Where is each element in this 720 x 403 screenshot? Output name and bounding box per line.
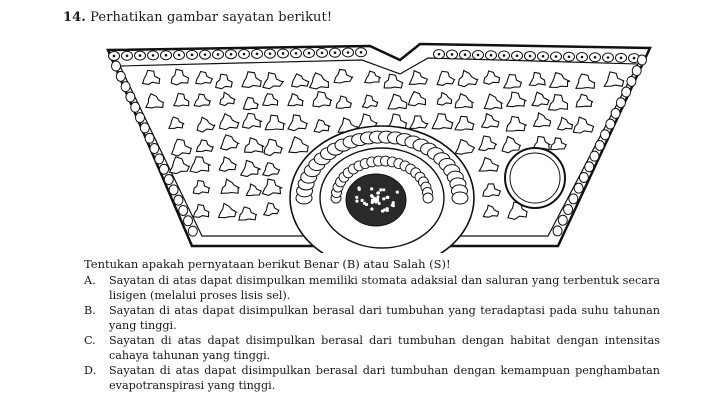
cavity (505, 148, 565, 208)
option-c (84, 333, 660, 363)
question-number: 14. (63, 10, 86, 25)
instruction-text: Tentukan apakah pernyataan berikut Benar (B) atau Salah (S)! (84, 257, 451, 271)
option-b (84, 303, 660, 333)
option-text: Sayatan di atas dapat disimpulkan berasal dari tumbuhan dengan kemampuan penghambatan evapotranspirasi yang tinggi. (109, 364, 660, 392)
option-letter: B. (84, 304, 96, 317)
option-letter: A. (84, 274, 96, 287)
option-text: Sayatan di atas dapat disimpulkan berasal dari tumbuhan yang teradaptasi pada suhu tahunan yang tinggi. (109, 304, 660, 332)
leaf-cross-section-figure (100, 38, 660, 253)
option-d (84, 363, 660, 393)
question-prompt: Perhatikan gambar sayatan berikut! (90, 10, 333, 25)
option-a (84, 273, 660, 303)
options-list (84, 273, 660, 393)
question-title (63, 10, 332, 25)
option-text: Sayatan di atas dapat disimpulkan berasal dari tumbuhan dengan habitat dengan intensitas cahaya tahunan yang tinggi. (109, 334, 660, 362)
option-letter: C. (84, 334, 96, 347)
option-text: Sayatan di atas dapat disimpulkan memiliki stomata adaksial dan saluran yang terbentuk secara lisigen (melalui proses lisis sel). (109, 274, 660, 302)
option-letter: D. (84, 364, 97, 377)
